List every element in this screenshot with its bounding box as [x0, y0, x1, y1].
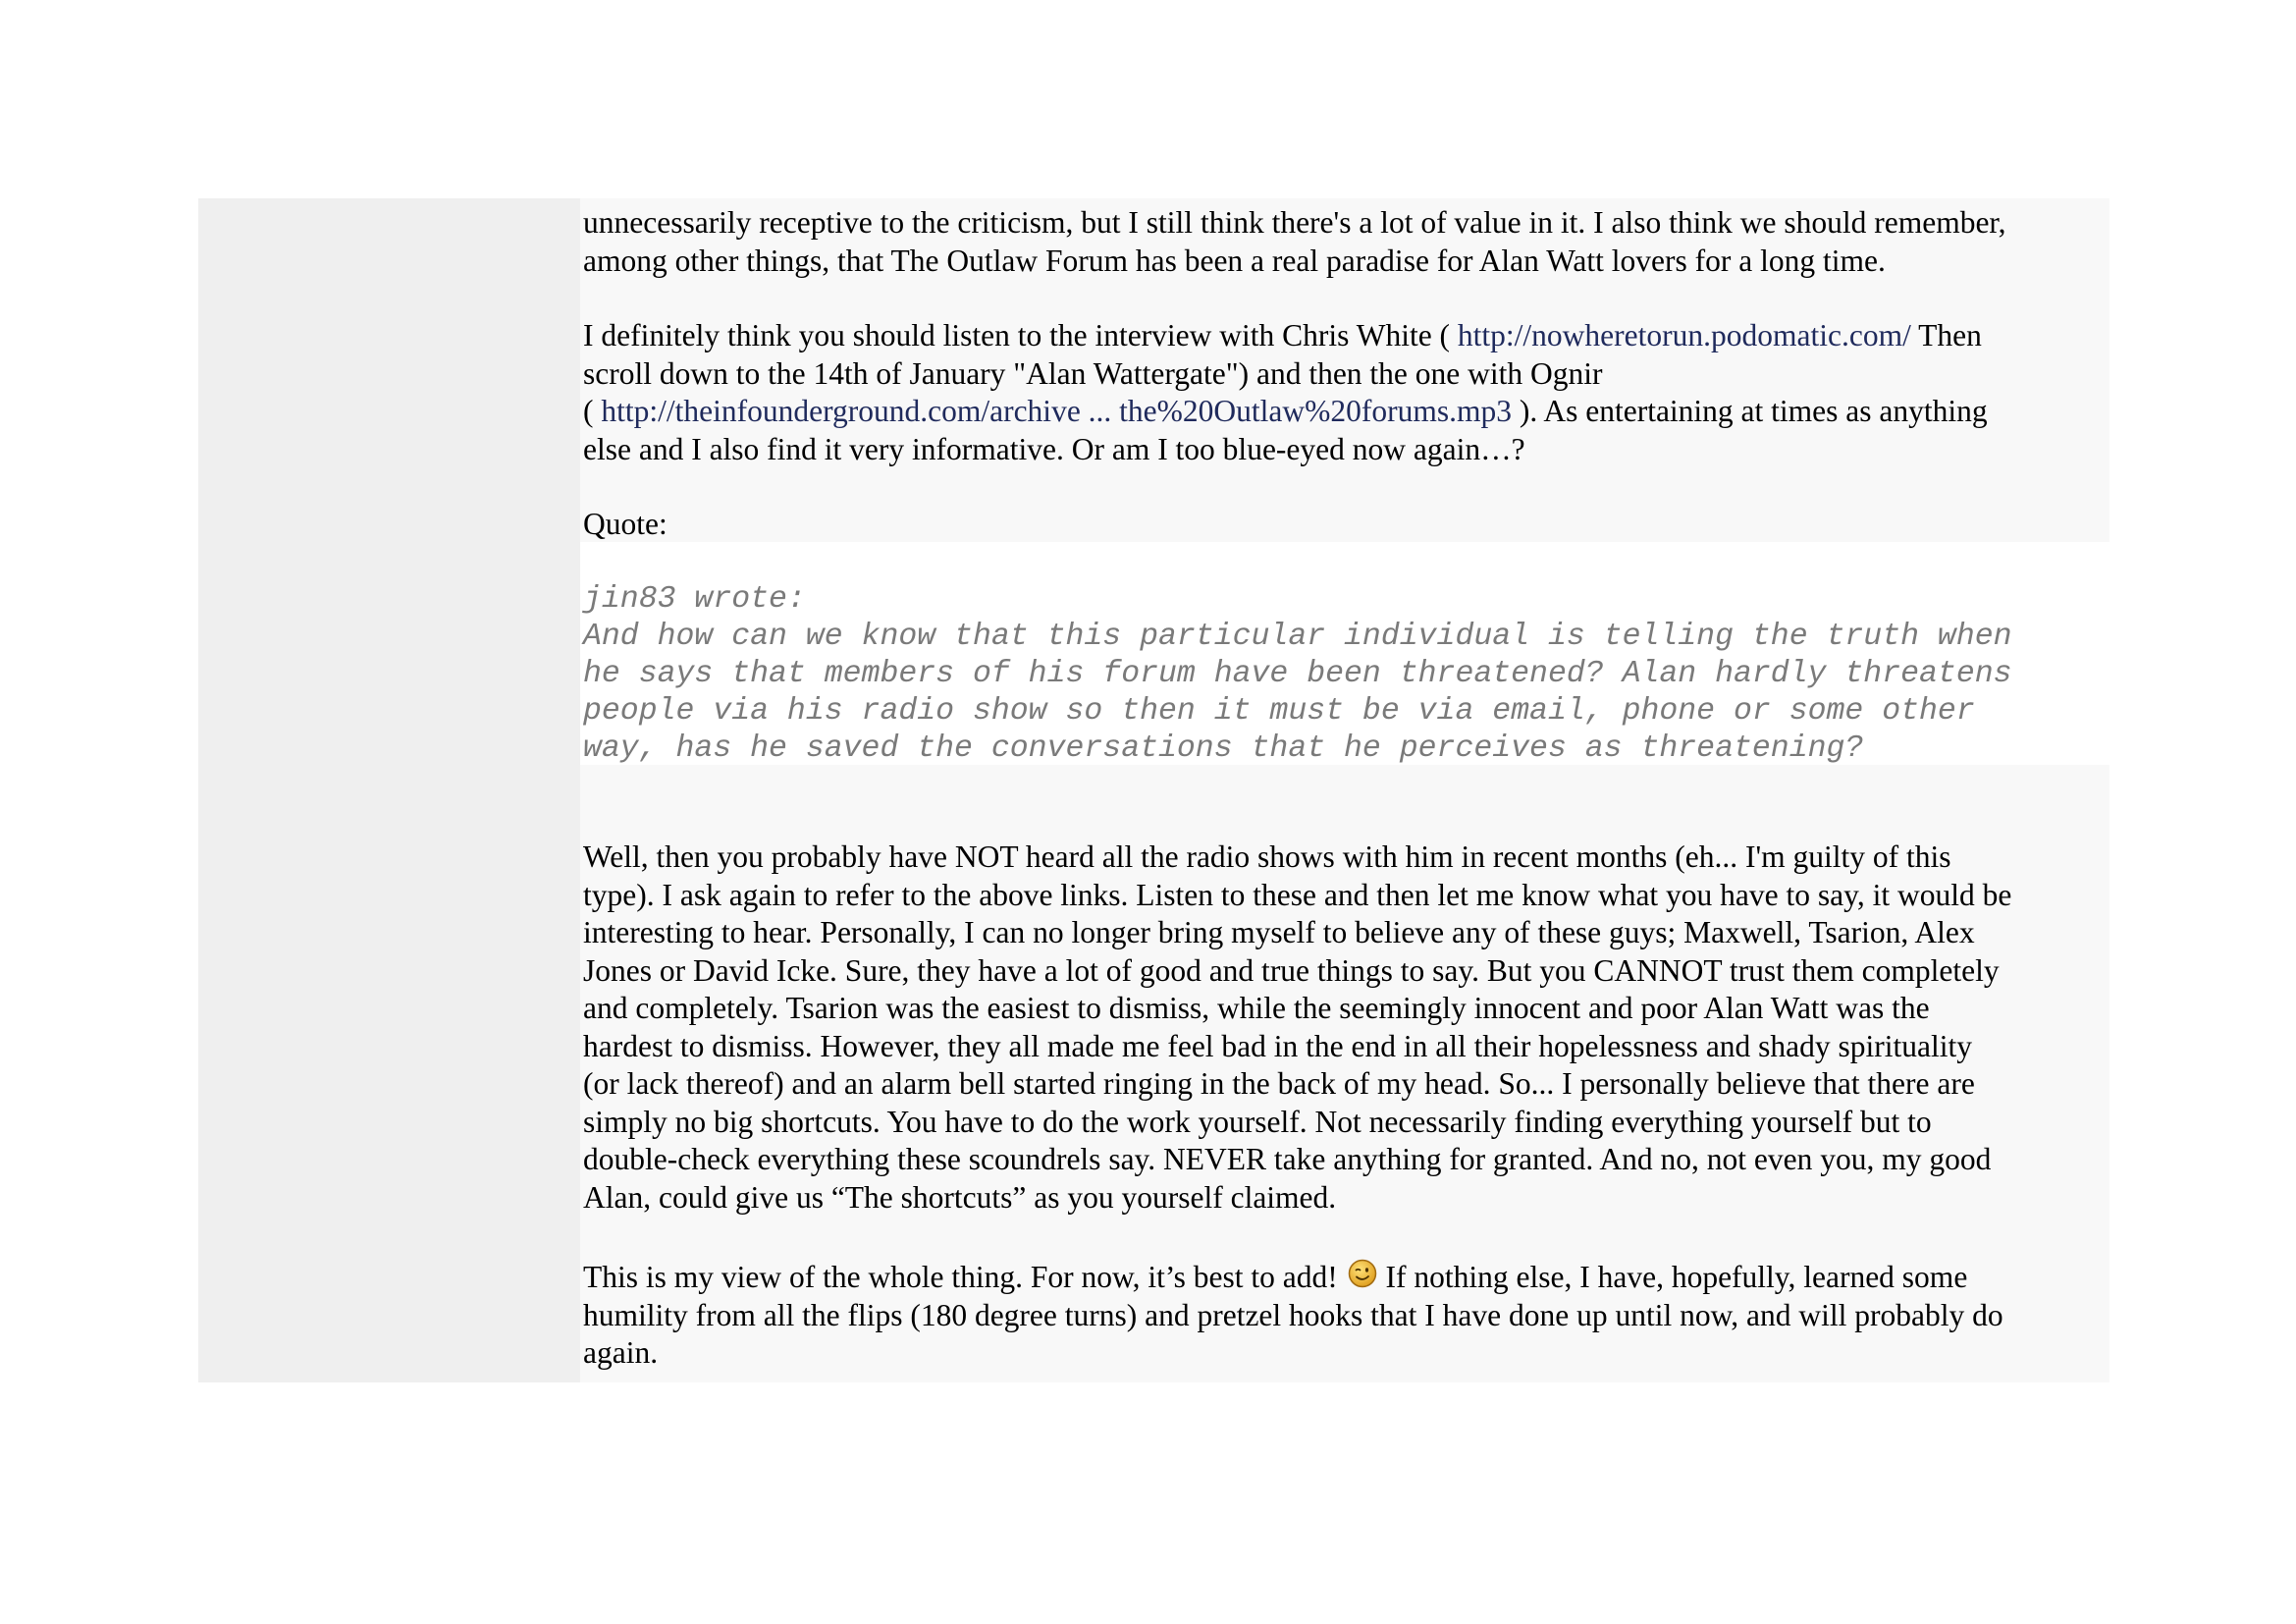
text-line: else and I also find it very informative. Or am I too blue-eyed now again…?	[583, 431, 1525, 466]
text-line: again.	[583, 1335, 659, 1370]
text-line: simply no big shortcuts. You have to do the work yourself. Not necessarily finding everything yourself but to	[583, 1104, 1932, 1139]
text-line	[583, 317, 2107, 355]
text-line: among other things, that The Outlaw Forum has been a real paradise for Alan Watt lovers for a long time.	[583, 243, 1886, 278]
paragraph-criticism	[583, 204, 2107, 280]
text-line: double-check everything these scoundrels say. NEVER take anything for granted. And no, not even you, my good	[583, 1142, 1992, 1176]
text-line: scroll down to the 14th of January "Alan Wattergate") and then the one with Ognir	[583, 355, 1603, 391]
text-line: Alan, could give us “The shortcuts” as you yourself claimed.	[583, 1179, 1337, 1215]
paragraph-interview-links	[583, 317, 2107, 468]
quote-author: jin83 wrote:	[583, 582, 806, 617]
text-segment: Then	[1910, 318, 1982, 352]
text-line: unnecessarily receptive to the criticism, but I still think there's a lot of value in it. I also think we should remember,	[583, 205, 2006, 240]
text-line: type). I ask again to refer to the above links. Listen to these and then let me know what you have to say, it would be	[583, 877, 2012, 912]
text-line: and completely. Tsarion was the easiest to dismiss, while the seemingly innocent and poor Alan Watt was the	[583, 991, 1930, 1025]
infounderground-archive-link[interactable]: http://theinfounderground.com/archive ... the%20Outlaw%20forums.mp3	[601, 394, 1512, 428]
text-line	[583, 1259, 2107, 1297]
text-line: hardest to dismiss. However, they all made me feel bad in the end in all their hopelessness and shady spirituality	[583, 1028, 1973, 1063]
text-line: Jones or David Icke. Sure, they have a lot of good and true things to say. But you CANNOT trust them completely	[583, 952, 2000, 988]
text-line	[583, 393, 2107, 431]
text-segment: If nothing else, I have, hopefully, learned some	[1377, 1260, 1968, 1294]
text-line: Well, then you probably have NOT heard all the radio shows with him in recent months (eh... I'm guilty of this	[583, 839, 1951, 874]
text-line: interesting to hear. Personally, I can no longer bring myself to believe any of these guys; Maxwell, Tsarion, Alex	[583, 915, 1975, 949]
text-segment: (	[583, 394, 602, 428]
quote-line: people via his radio show so then it must be via email, phone or some other	[583, 694, 1975, 729]
forum-post	[198, 198, 2109, 1382]
paragraph-conclusion	[583, 1259, 2107, 1373]
text-segment: ). As entertaining at times as anything	[1511, 394, 1988, 428]
text-line: (or lack thereof) and an alarm bell started ringing in the back of my head. So... I personally believe that there are	[583, 1066, 1975, 1101]
quote-label: Quote:	[583, 507, 667, 541]
podomatic-link[interactable]: http://nowheretorun.podomatic.com/	[1457, 318, 1911, 352]
paragraph-response	[583, 839, 2107, 1217]
text-line: humility from all the flips (180 degree turns) and pretzel hooks that I have done up until now, and will probably do	[583, 1297, 2003, 1332]
wink-smiley-icon	[1348, 1259, 1377, 1288]
text-segment: This is my view of the whole thing. For now, it’s best to add!	[583, 1260, 1346, 1294]
post-body	[580, 198, 2109, 1382]
quote-line: And how can we know that this particular individual is telling the truth when	[583, 620, 2012, 654]
post-author-sidebar	[198, 198, 580, 1382]
quote-block	[583, 581, 2109, 768]
quote-line: he says that members of his forum have been threatened? Alan hardly threatens	[583, 657, 2012, 691]
quote-line: way, has he saved the conversations that he perceives as threatening?	[583, 731, 1864, 766]
text-segment: I definitely think you should listen to the interview with Chris White (	[583, 318, 1458, 352]
